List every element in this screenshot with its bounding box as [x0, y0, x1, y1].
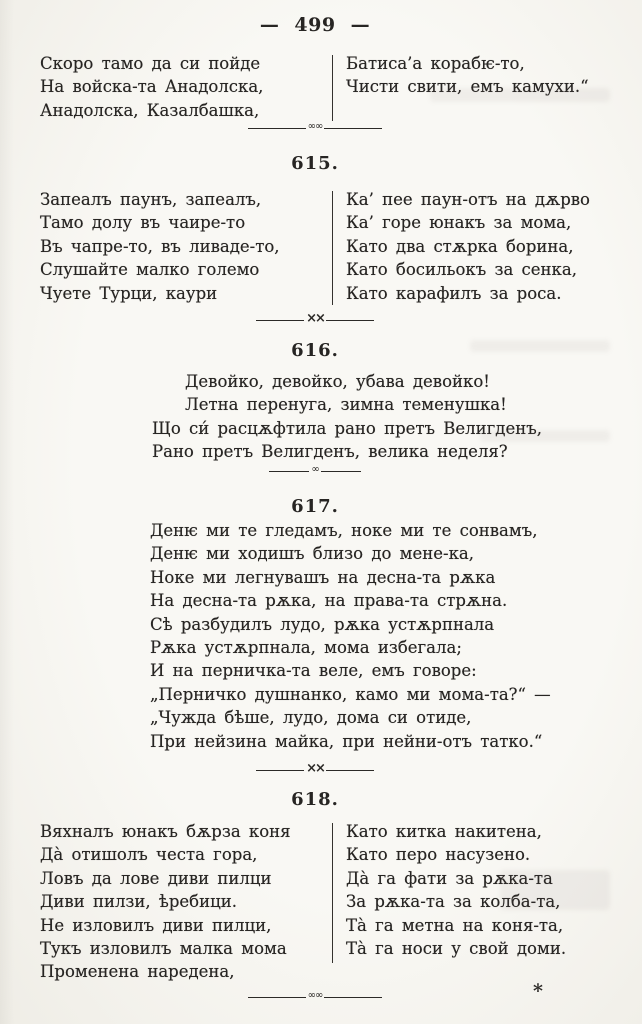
- song-617-stanza: [150, 519, 551, 753]
- verse-line: „Чужда бѣше, лудо, дома си отиде,: [150, 708, 472, 728]
- fragment-left-column: [40, 52, 332, 122]
- verse-line: Рано претъ Велигденъ, велика неделя?: [152, 442, 508, 462]
- scroll-ornament-icon: ∞∞: [307, 990, 323, 1001]
- verse-line: Ка’ горе юнакъ за мома,: [346, 213, 572, 233]
- section-divider-cross: [0, 761, 630, 776]
- section-divider-cross: [0, 311, 630, 326]
- cross-ornament-icon: ××: [306, 761, 324, 776]
- verse-line: Да̀ отишолъ честа гора,: [40, 845, 258, 865]
- footnote-asterisk: *: [533, 980, 543, 1002]
- divider-line-right: [324, 997, 382, 998]
- divider-line-left: [256, 770, 304, 771]
- column-divider-rule: [332, 191, 333, 305]
- verse-line: Сѣ разбудилъ лудо, рѫка устѫрпнала: [150, 614, 495, 634]
- verse-line: Що си́ расцѫфтила рано претъ Велигденъ,: [152, 418, 542, 438]
- song-618-left-column: [40, 820, 332, 984]
- verse-line: Като карафилъ за роса.: [346, 283, 562, 303]
- divider-line-right: [321, 471, 361, 472]
- song-number-616: 616.: [291, 340, 339, 361]
- song-618-stanza: [40, 820, 566, 984]
- divider-line-left: [248, 997, 306, 998]
- verse-line: Ноке ми легнувашъ на десна-та рѫка: [150, 567, 496, 587]
- divider-line-right: [326, 320, 374, 321]
- page-bleedthrough-smudge: [430, 88, 610, 102]
- verse-line: Ловъ да лове диви пилци: [40, 868, 272, 888]
- verse-line: И на перничка-та веле, емъ говоре:: [150, 661, 477, 681]
- verse-line: Запеалъ паунъ, запеалъ,: [40, 190, 262, 209]
- column-divider-rule: [332, 823, 333, 963]
- verse-line: Променена наредена,: [40, 962, 235, 982]
- verse-line: Като перо насузено.: [346, 845, 531, 865]
- verse-line: Като два стѫрка борина,: [346, 236, 574, 256]
- song-615-left-column: [40, 188, 332, 305]
- page-number-header: [0, 14, 630, 36]
- song-number-615: 615.: [291, 153, 339, 174]
- verse-line: Като босильокъ за сенка,: [346, 260, 577, 280]
- verse-line: Та̀ га носи у свой доми.: [346, 939, 567, 959]
- song-616-stanza: [152, 370, 542, 464]
- song-615-right-column: [346, 188, 590, 305]
- verse-line: Не изловилъ диви пилци,: [40, 915, 272, 935]
- verse-line: Денѥ ми те гледамъ, ноке ми те сонвамъ,: [150, 521, 538, 540]
- verse-line: Летна перенуга, зимна теменушка!: [185, 395, 507, 415]
- divider-line-right: [324, 128, 382, 129]
- verse-line: Рѫка устѫрпнала, мома избегала;: [150, 638, 462, 658]
- verse-line: Тукъ изловилъ малка мома: [40, 939, 287, 959]
- divider-line-left: [269, 471, 309, 472]
- verse-line: Като китка накитена,: [346, 822, 542, 841]
- verse-line: Денѥ ми ходишъ близо до мене-ка,: [150, 544, 474, 564]
- page-bleedthrough-smudge: [470, 340, 610, 352]
- song-number-617: 617.: [291, 496, 339, 517]
- verse-line: Та̀ га метна на коня-та,: [346, 915, 564, 935]
- verse-line: За рѫка-та за колба-та,: [346, 892, 561, 912]
- page-bleedthrough-smudge: [480, 430, 610, 442]
- verse-line: Вяхналъ юнакъ бѫрза коня: [40, 822, 291, 841]
- divider-line-right: [326, 770, 374, 771]
- section-divider-small-scroll: [0, 466, 630, 476]
- section-divider-scroll: [0, 123, 630, 133]
- verse-line: Тамо долу въ чаире-то: [40, 213, 246, 233]
- song-615-stanza: [40, 188, 590, 305]
- verse-line: При нейзина майка, при нейни-отъ татко.“: [150, 731, 543, 751]
- verse-line: „Перничко душнанко, камо ми мома-та?“ —: [150, 684, 551, 704]
- page-number: 499: [294, 14, 336, 36]
- verse-line: Ка’ пее паун-отъ на дѫрво: [346, 190, 590, 209]
- song-number-618: 618.: [291, 789, 339, 810]
- verse-line: На десна-та рѫка, на права-та стрѫна.: [150, 591, 508, 611]
- verse-line: Въ чапре-то, въ ливаде-то,: [40, 236, 280, 256]
- header-dash-left: —: [259, 14, 280, 36]
- verse-line: Чуете Турци, каури: [40, 283, 218, 303]
- scroll-ornament-icon: ∞: [311, 464, 319, 475]
- scroll-ornament-icon: ∞∞: [307, 121, 323, 132]
- verse-line: На войска-та Анадолска,: [40, 77, 264, 97]
- verse-line: Диви пилзи, ѣребици.: [40, 892, 237, 912]
- verse-line: Слушайте малко големо: [40, 260, 260, 280]
- verse-line: Девойко, девойко, убава девойко!: [185, 372, 490, 391]
- verse-line: Батиса’а корабѥ-то,: [346, 54, 525, 73]
- verse-line: Да̀ га фати за рѫка-та: [346, 868, 553, 888]
- divider-line-left: [256, 320, 304, 321]
- cross-ornament-icon: ××: [306, 311, 324, 326]
- divider-line-left: [248, 128, 306, 129]
- header-dash-right: —: [350, 14, 371, 36]
- page-bleedthrough-smudge: [500, 870, 610, 910]
- verse-line: Чисти свити, емъ камухи.“: [346, 77, 589, 97]
- column-divider-rule: [332, 55, 333, 121]
- verse-line: Скоро тамо да си пойде: [40, 54, 261, 73]
- verse-line: Анадолска, Казалбашка,: [40, 100, 260, 120]
